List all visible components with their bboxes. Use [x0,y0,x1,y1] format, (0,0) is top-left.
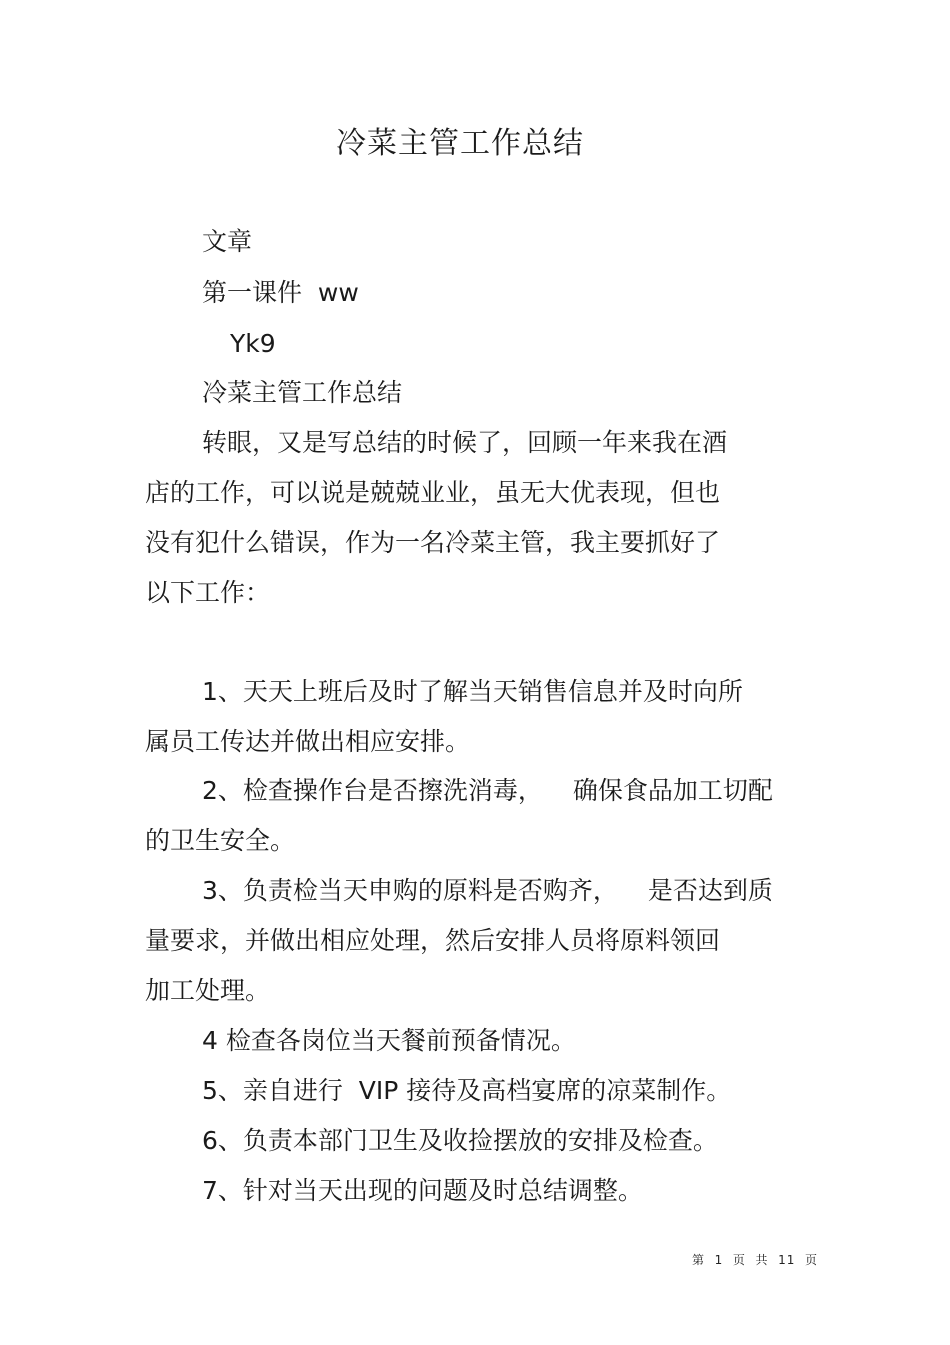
list-item-1-line: 1、天天上班后及时了解当天销售信息并及时向所 [202,677,743,706]
list-item-7-line: 7、针对当天出现的问题及时总结调整。 [202,1176,643,1205]
list-item-5-line: 5、亲自进行 VIP 接待及高档宴席的凉菜制作。 [202,1076,732,1105]
list-item-2-line: 的卫生安全。 [145,826,296,855]
list-item-3-part-b: 是否达到质 [647,876,773,905]
list-item-3-line: 量要求，并做出相应处理，然后安排人员将原料领回 [145,926,721,955]
intro-line: 以下工作： [145,578,271,607]
list-item-3-line [202,875,773,907]
meta-source: 第一课件 ww [202,278,359,307]
list-item-3-part-a: 3、负责检当天申购的原料是否购齐， [202,876,618,905]
document-title: 冷菜主管工作总结 [336,126,584,161]
meta-subtitle: 冷菜主管工作总结 [202,378,403,407]
list-item-1-line: 属员工传达并做出相应安排。 [145,727,471,756]
page-number: 第 1 页 共 11 页 [692,1253,819,1267]
meta-category: 文章 [202,227,253,256]
list-item-2-line [202,775,773,807]
list-item-2-part-a: 2、检查操作台是否擦洗消毒， [202,776,543,805]
intro-line: 店的工作，可以说是兢兢业业，虽无大优表现，但也 [145,478,721,507]
list-item-4-line: 4 检查各岗位当天餐前预备情况。 [202,1026,576,1055]
intro-line: 转眼，又是写总结的时候了，回顾一年来我在酒 [202,428,728,457]
list-item-3-line: 加工处理。 [145,976,271,1005]
list-item-2-part-b: 确保食品加工切配 [572,776,773,805]
list-item-6-line: 6、负责本部门卫生及收捡摆放的安排及检查。 [202,1126,718,1155]
meta-code: Yk9 [230,329,276,358]
intro-line: 没有犯什么错误，作为一名冷菜主管，我主要抓好了 [145,528,721,557]
